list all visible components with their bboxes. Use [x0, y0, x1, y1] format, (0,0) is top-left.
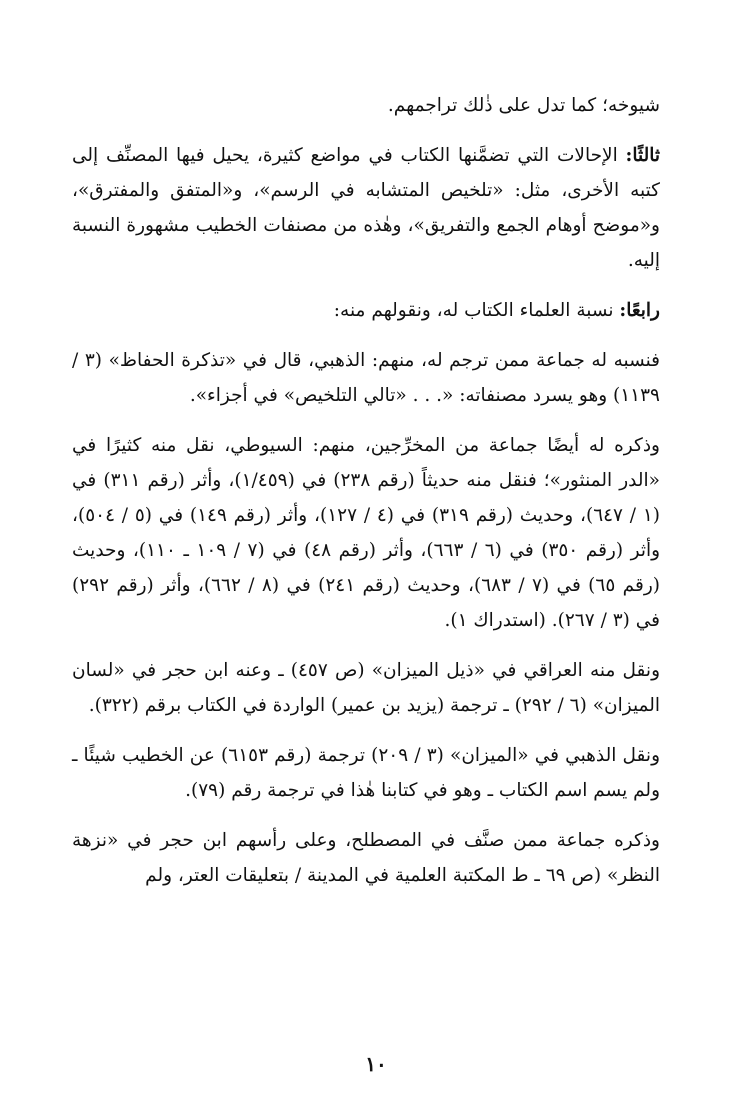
paragraph-iraqi [72, 653, 660, 723]
paragraph-fourthly-text: نسبة العلماء الكتاب له، ونقولهم منه: [333, 300, 620, 321]
paragraph-nuzha-text: وذكره جماعة ممن صنَّف في المصطلح، وعلى رأسهم ابن حجر في «نزهة النظر» (ص ٦٩ ـ ط المكتبة العلمية في المدينة / بتعليقات العتر، ولم [72, 830, 660, 886]
paragraph-suyuti-text: وذكره له أيضًا جماعة من المخرِّجين، منهم: السيوطي، نقل منه كثيرًا في «الدر المنثور»؛ فنقل منه حديثاً (رقم ٢٣٨) في (١/٤٥٩)، وأثر (رقم ٣١١) في (١ / ٦٤٧)، وحديث (رقم ٣١٩) في (٤ / ١٢٧)، وأثر (رقم ١٤٩) في (٥ / ٥٠٤)، وأثر (رقم ٣٥٠) في (٦ / ٦٦٣)، وأثر (رقم ٤٨) في (٧ / ١٠٩ ـ ١١٠)، وحديث (رقم ٦٥) في (٧ / ٦٨٣)، وحديث (رقم ٢٤١) في (٨ / ٦٦٢)، وأثر (رقم ٢٩٢) في (٣ / ٢٦٧). (استدراك ١). [72, 435, 661, 631]
page-number: ١٠ [365, 1052, 387, 1076]
paragraph-mizan-text: ونقل الذهبي في «الميزان» (٣ / ٢٠٩) ترجمة (رقم ٦١٥٣) عن الخطيب شيئًا ـ ولم يسم اسم الكتاب ـ وهو في كتابنا هٰذا في ترجمة رقم (٧٩). [72, 745, 660, 801]
paragraph-dhahabi [72, 343, 660, 413]
paragraph-thirdly-lead: ثالثًا: [625, 145, 660, 166]
body-text [72, 88, 660, 908]
paragraph-thirdly-text: الإحالات التي تضمَّنها الكتاب في مواضع كثيرة، يحيل فيها المصنِّف إلى كتبه الأخرى، مثل: «تلخيص المتشابه في الرسم»، و«المتفق والمفترق»، و«موضح أوهام الجمع والتفريق»، وهٰذه من مصنفات الخطيب مشهورة النسبة إليه. [72, 145, 660, 271]
paragraph-1-text: شيوخه؛ كما تدل على ذٰلك تراجمهم. [387, 95, 660, 116]
paragraph-fourthly-lead: رابعًا: [619, 300, 660, 321]
paragraph-nuzha [72, 823, 660, 893]
paragraph-fourthly [72, 293, 660, 328]
paragraph-1 [72, 88, 660, 123]
paragraph-mizan [72, 738, 660, 808]
paragraph-thirdly [72, 138, 660, 278]
paragraph-suyuti [72, 428, 660, 638]
paragraph-iraqi-text: ونقل منه العراقي في «ذيل الميزان» (ص ٤٥٧) ـ وعنه ابن حجر في «لسان الميزان» (٦ / ٢٩٢) ـ ترجمة (يزيد بن عمير) الواردة في الكتاب برقم (٣٢٢). [72, 660, 660, 716]
paragraph-dhahabi-text: فنسبه له جماعة ممن ترجم له، منهم: الذهبي، قال في «تذكرة الحفاظ» (٣ / ١١٣٩) وهو يسرد مصنفاته: «. . . «تالي التلخيص» في أجزاء». [72, 350, 660, 406]
